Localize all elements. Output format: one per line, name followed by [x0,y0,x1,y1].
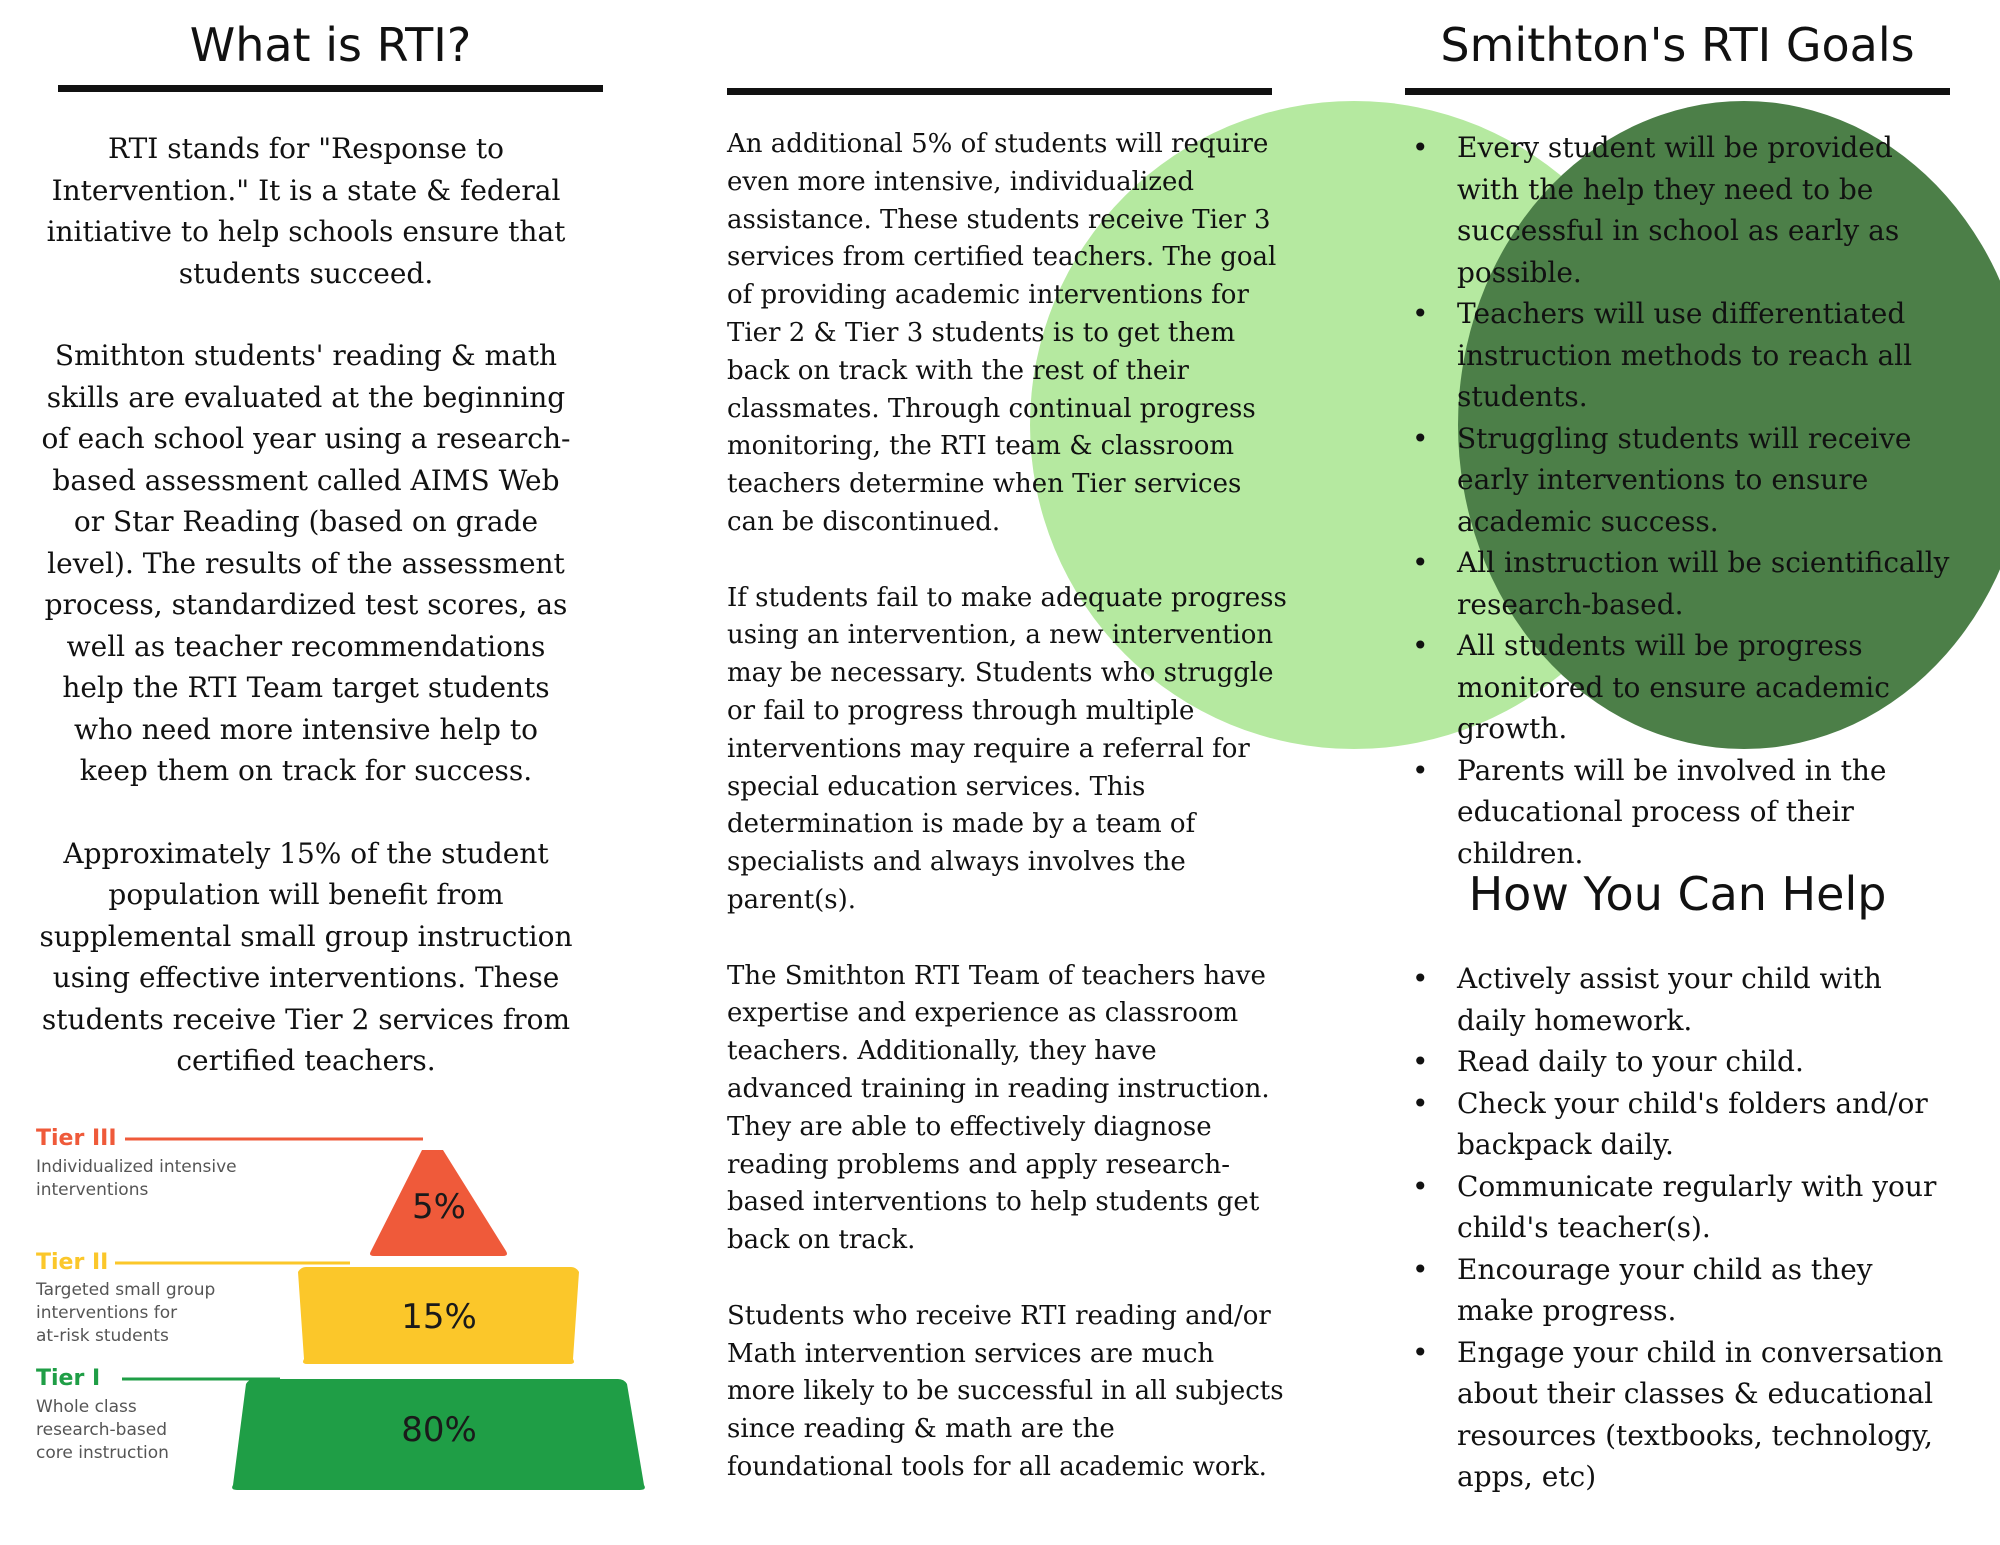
middle-heading-rule [727,88,1272,95]
left-paragraph-1: RTI stands for "Response to Intervention." It is a state & federal initiative to help schools ensure that students succeed. [46,132,566,290]
middle-paragraph-1: An additional 5% of students will require even more intensive, individualized assistance. These students receive Tier 3 services from certified teachers. The goal of providing academic interventions for Tier 2 & Tier 3 students is to get them back on track with the rest of their classmates. Through continual progress monitoring, the RTI team & classroom teachers determine when Tier services can be discontinued. [727,129,1277,537]
tier-1-title: Tier I [36,1366,101,1391]
left-body [36,128,576,1082]
middle-body [727,126,1287,1487]
tier-3-description: Individualized intensive interventions [36,1157,237,1200]
tier-3-title: Tier III [36,1126,117,1151]
how-you-can-help-list [1404,958,1952,1498]
goal-item: • Every student will be provided with the help they need to be successful in school as early as possible. [1404,127,1952,293]
middle-paragraph-3: The Smithton RTI Team of teachers have expertise and experience as classroom teachers. Additionally, they have advanced training in reading instruction. They are able to effectively diagnose reading problems and apply research-based interventions to help students get back on track. [727,960,1270,1256]
how-you-can-help-heading: How You Can Help [1468,867,1887,921]
right-heading-rule [1405,88,1950,95]
goal-item: • Struggling students will receive early interventions to ensure academic success. [1404,418,1952,543]
rti-goals-heading: Smithton's RTI Goals [1440,18,1915,72]
pyramid-svg [30,1115,660,1495]
what-is-rti-heading: What is RTI? [189,18,472,72]
rti-goals-list [1404,127,1952,874]
help-item: • Actively assist your child with daily homework. [1404,958,1952,1041]
help-item: • Check your child's folders and/or backpack daily. [1404,1083,1952,1166]
tier-2-percent: 15% [401,1297,477,1337]
left-paragraph-2: Smithton students' reading & math skills are evaluated at the beginning of each school year using a research-based assessment called AIMS Web or Star Reading (based on grade level). The results of the assessment process, standardized test scores, as well as teacher recommendations help the RTI Team target students who need more intensive help to keep them on track for success. [41,339,571,787]
middle-paragraph-4: Students who receive RTI reading and/or Math intervention services are much more likely to be successful in all subjects since reading & math are the foundational tools for all academic work. [727,1300,1284,1482]
help-item: • Read daily to your child. [1404,1041,1952,1083]
tier-pyramid [30,1115,660,1495]
help-item: • Communicate regularly with your child's teacher(s). [1404,1166,1952,1249]
goal-item: • Teachers will use differentiated instruction methods to reach all students. [1404,293,1952,418]
goal-item: • Parents will be involved in the educational process of their children. [1404,750,1952,875]
tier-3-percent: 5% [412,1187,466,1227]
middle-paragraph-2: If students fail to make adequate progress using an intervention, a new intervention may be necessary. Students who struggle or fail to progress through multiple interventions may require a referral for special education services. This determination is made by a team of specialists and always involves the parent(s). [727,582,1287,915]
tier-1-description: Whole class research-based core instruction [36,1397,169,1463]
help-item: • Encourage your child as they make progress. [1404,1249,1952,1332]
left-paragraph-3: Approximately 15% of the student population will benefit from supplemental small group instruction using effective interventions. These students receive Tier 2 services from certified teachers. [39,836,573,1077]
tier-2-title: Tier II [36,1250,109,1275]
goal-item: • All instruction will be scientifically research-based. [1404,542,1952,625]
left-heading-rule [58,85,603,92]
tier-2-description: Targeted small group interventions for at-risk students [36,1280,216,1346]
help-item: • Engage your child in conversation about their classes & educational resources (textbooks, technology, apps, etc) [1404,1332,1952,1498]
tier-1-percent: 80% [401,1410,477,1450]
goal-item: • All students will be progress monitored to ensure academic growth. [1404,625,1952,750]
